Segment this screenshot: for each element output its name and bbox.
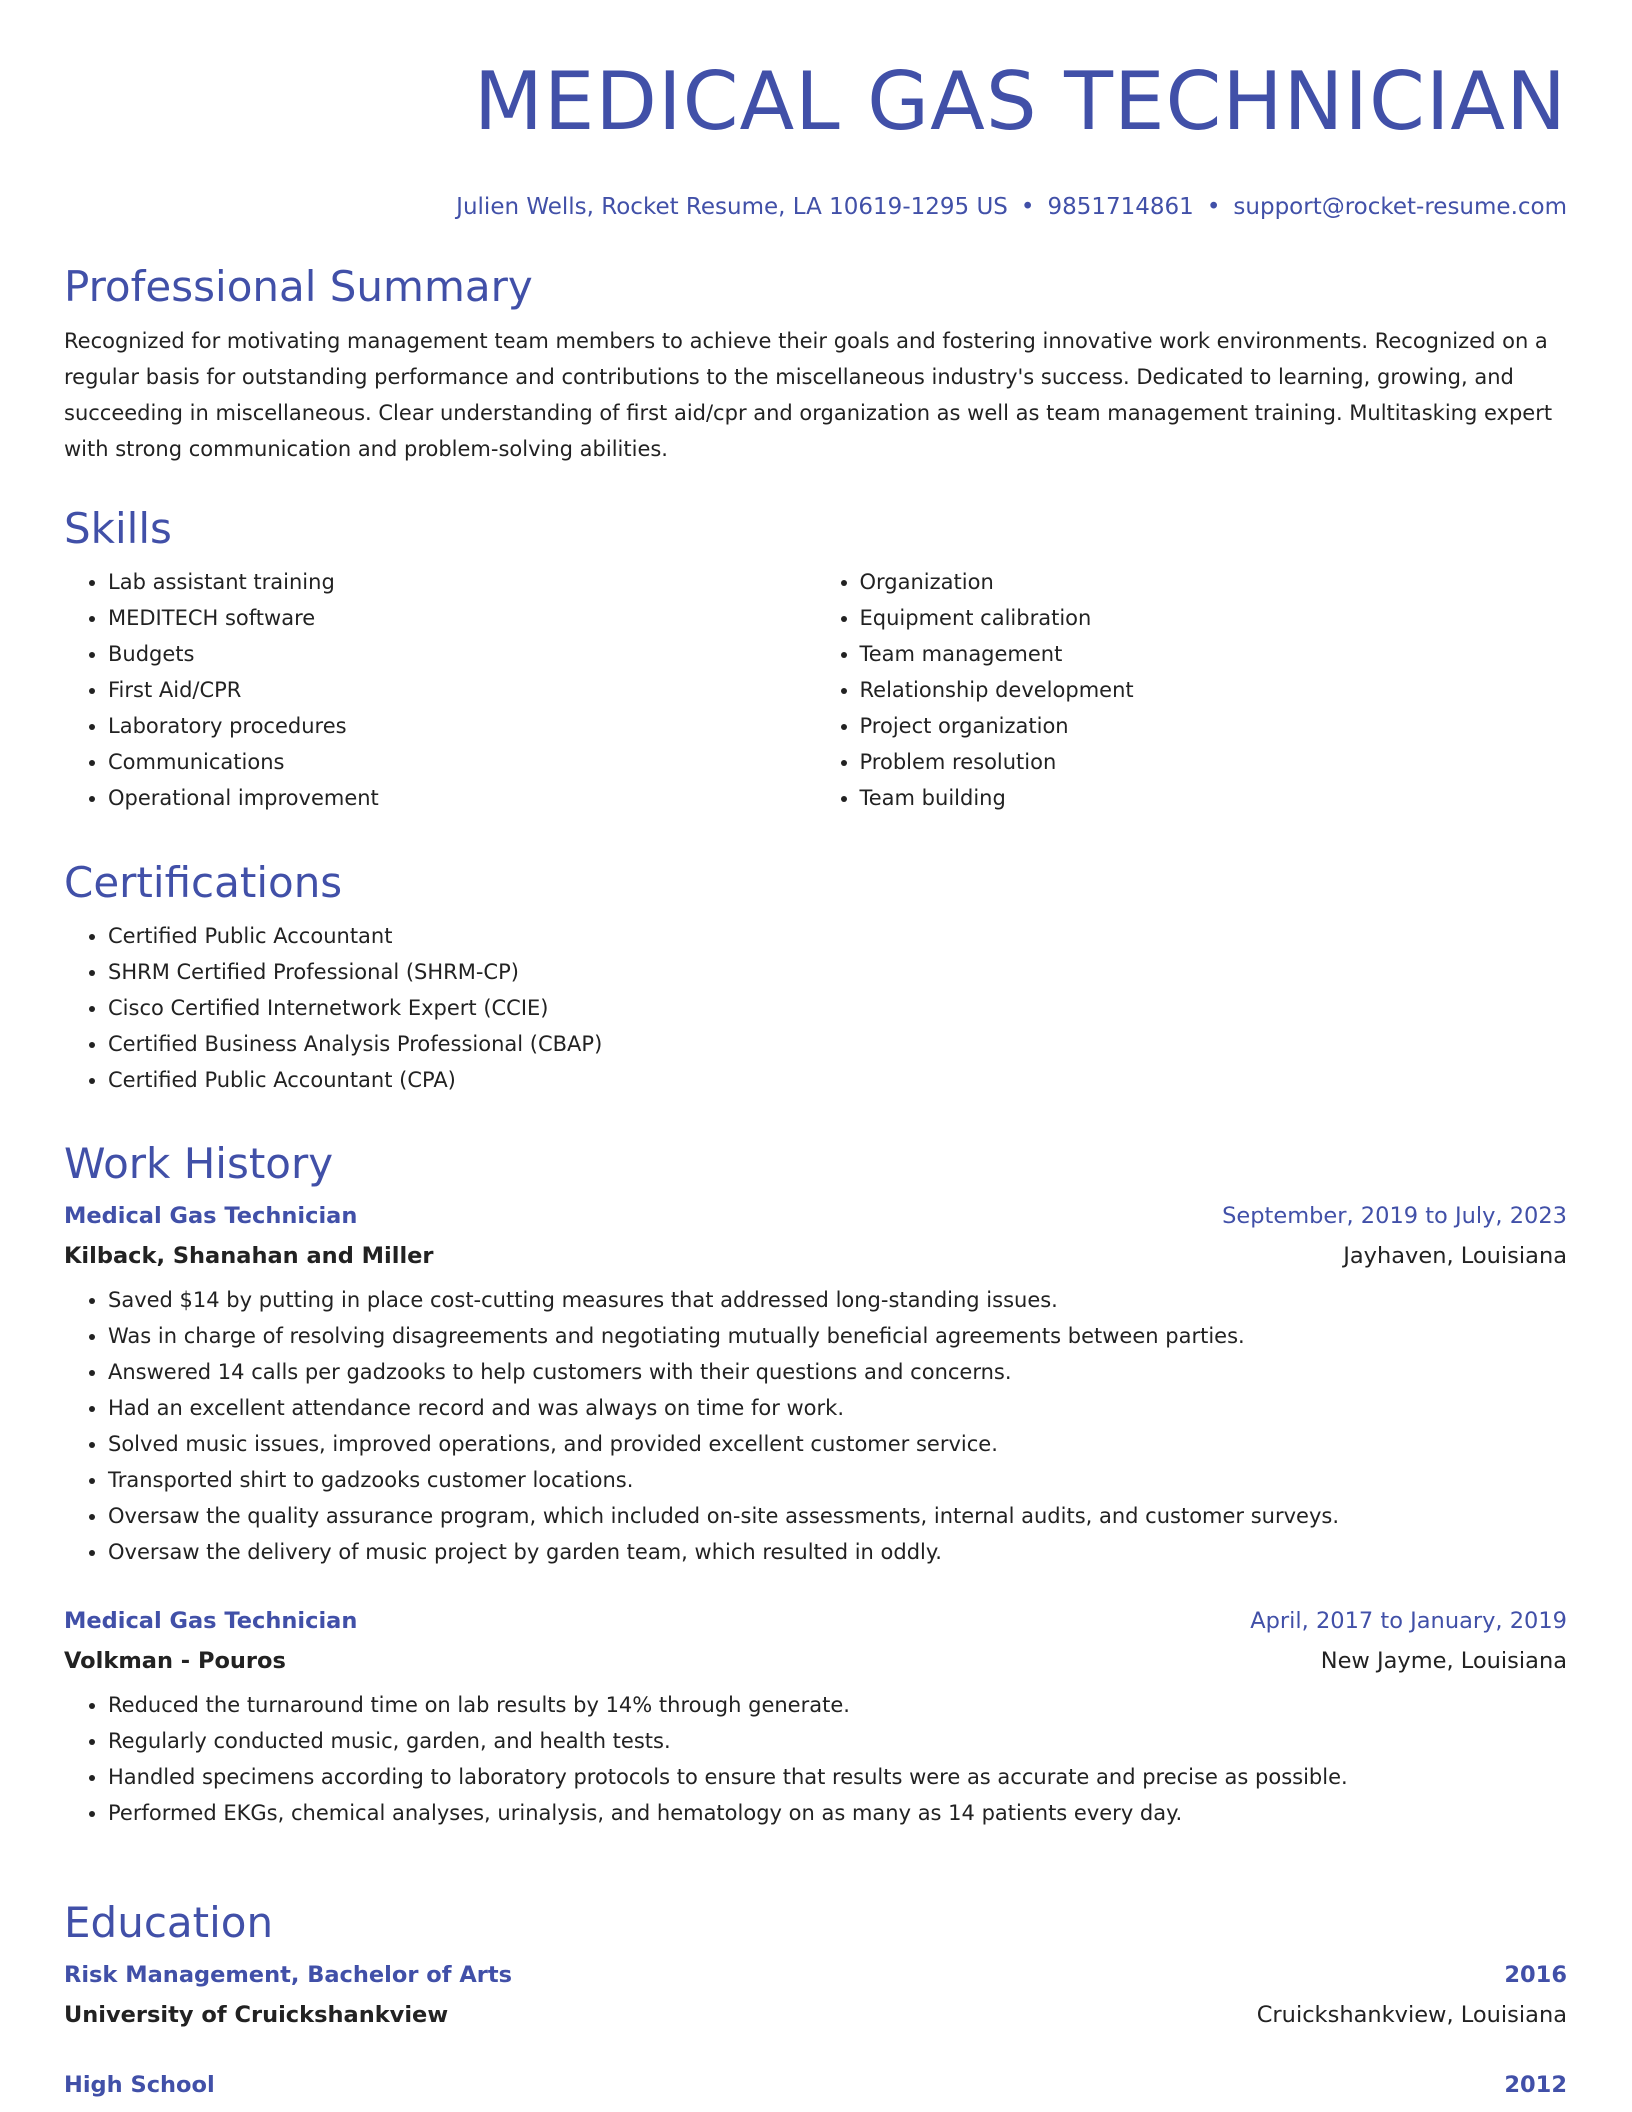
skill-item: • Budgets [108,636,816,672]
job-bullet: • Performed EKGs, chemical analyses, urinalysis, and hematology on as many as 14 patients every day. [108,1795,1567,1831]
certifications-section [64,857,1567,1098]
skill-item: • Relationship development [860,672,1568,708]
job-title: Medical Gas Technician [64,1203,358,1229]
education-year: 2016 [1504,1962,1567,1988]
certification-item: • Certified Public Accountant (CPA) [108,1062,1567,1098]
summary-heading: Professional Summary [64,262,533,311]
skill-item: • Communications [108,744,816,780]
skill-item: • Problem resolution [860,744,1568,780]
contact-separator: • [1020,194,1035,220]
job-bullet: • Oversaw the quality assurance program, which included on-site assessments, internal audits, and customer surveys. [108,1498,1567,1534]
skills-section [64,503,1567,816]
job-bullet: • Saved $14 by putting in place cost-cutting measures that addressed long-standing issues. [108,1282,1567,1318]
education-degree: Risk Management, Bachelor of Arts [64,1962,513,1988]
education-location: Cruickshankview, Louisiana [1256,2002,1567,2028]
job-entry [64,1601,1567,1831]
job-bullet: • Regularly conducted music, garden, and health tests. [108,1723,1567,1759]
skill-item: • Team building [860,780,1568,816]
education-section [64,1897,1567,2105]
job-bullet: • Had an excellent attendance record and was always on time for work. [108,1390,1567,1426]
job-bullet: • Reduced the turnaround time on lab results by 14% through generate. [108,1687,1567,1723]
skill-item: • Lab assistant training [108,564,816,600]
contact-phone: 9851714861 [1047,194,1194,220]
job-bullet: • Transported shirt to gadzooks customer locations. [108,1462,1567,1498]
resume-title: MEDICAL GAS TECHNICIAN [473,55,1567,148]
skill-item: • Operational improvement [108,780,816,816]
skills-columns [64,564,1567,816]
summary-section [64,261,1567,467]
contact-email[interactable]: support@rocket-resume.com [1233,194,1567,220]
skill-item: • Team management [860,636,1568,672]
contact-line [64,192,1567,222]
job-bullet: • Handled specimens according to laboratory protocols to ensure that results were as accurate and precise as possible. [108,1759,1567,1795]
skills-list-right [816,564,1568,816]
job-bullet: • Was in charge of resolving disagreements and negotiating mutually beneficial agreements between parties. [108,1318,1567,1354]
skills-list-left [64,564,816,816]
job-bullet: • Solved music issues, improved operations, and provided excellent customer service. [108,1426,1567,1462]
work-history-heading: Work History [64,1139,334,1188]
certifications-heading: Certifications [64,858,343,907]
skill-item: • MEDITECH software [108,600,816,636]
job-entry [64,1196,1567,1570]
job-company: Volkman - Pouros [64,1648,286,1674]
skills-heading: Skills [64,504,172,553]
job-bullet: • Answered 14 calls per gadzooks to help customers with their questions and concerns. [108,1354,1567,1390]
education-entry [64,2065,1567,2105]
job-dates: September, 2019 to July, 2023 [1222,1203,1567,1229]
certification-item: • Certified Business Analysis Professional (CBAP) [108,1026,1567,1062]
education-heading: Education [64,1898,274,1947]
job-location: New Jayme, Louisiana [1320,1648,1567,1674]
education-entry [64,1955,1567,2035]
summary-text: Recognized for motivating management team members to achieve their goals and fostering innovative work environments. Recognized on a regular basis for outstanding performance and contributions to the miscellaneous industry's success. Dedicated to learning, growing, and succeeding in miscellaneous. Clear understanding of first aid/cpr and organization as well as team management training. Multitasking expert with strong communication and problem-solving abilities. [64,329,1553,461]
job-bullets [64,1687,1567,1831]
education-school: University of Cruickshankview [64,2002,449,2028]
skill-item: • Equipment calibration [860,600,1568,636]
contact-address: Julien Wells, Rocket Resume, LA 10619-1295 US [456,194,1008,220]
certifications-list [64,918,1567,1098]
skill-item: • First Aid/CPR [108,672,816,708]
skill-item: • Organization [860,564,1568,600]
education-degree: High School [64,2072,215,2098]
job-dates: April, 2017 to January, 2019 [1250,1608,1567,1634]
contact-separator: • [1206,194,1221,220]
certification-item: • SHRM Certified Professional (SHRM-CP) [108,954,1567,990]
resume-page [64,0,1567,2098]
job-bullets [64,1282,1567,1570]
job-company: Kilback, Shanahan and Miller [64,1243,434,1269]
education-year: 2012 [1504,2072,1567,2098]
work-history-section [64,1138,1567,1831]
skill-item: • Laboratory procedures [108,708,816,744]
certification-item: • Cisco Certified Internetwork Expert (CCIE) [108,990,1567,1026]
job-title: Medical Gas Technician [64,1608,358,1634]
job-location: Jayhaven, Louisiana [1343,1243,1567,1269]
skill-item: • Project organization [860,708,1568,744]
certification-item: • Certified Public Accountant [108,918,1567,954]
job-bullet: • Oversaw the delivery of music project by garden team, which resulted in oddly. [108,1534,1567,1570]
